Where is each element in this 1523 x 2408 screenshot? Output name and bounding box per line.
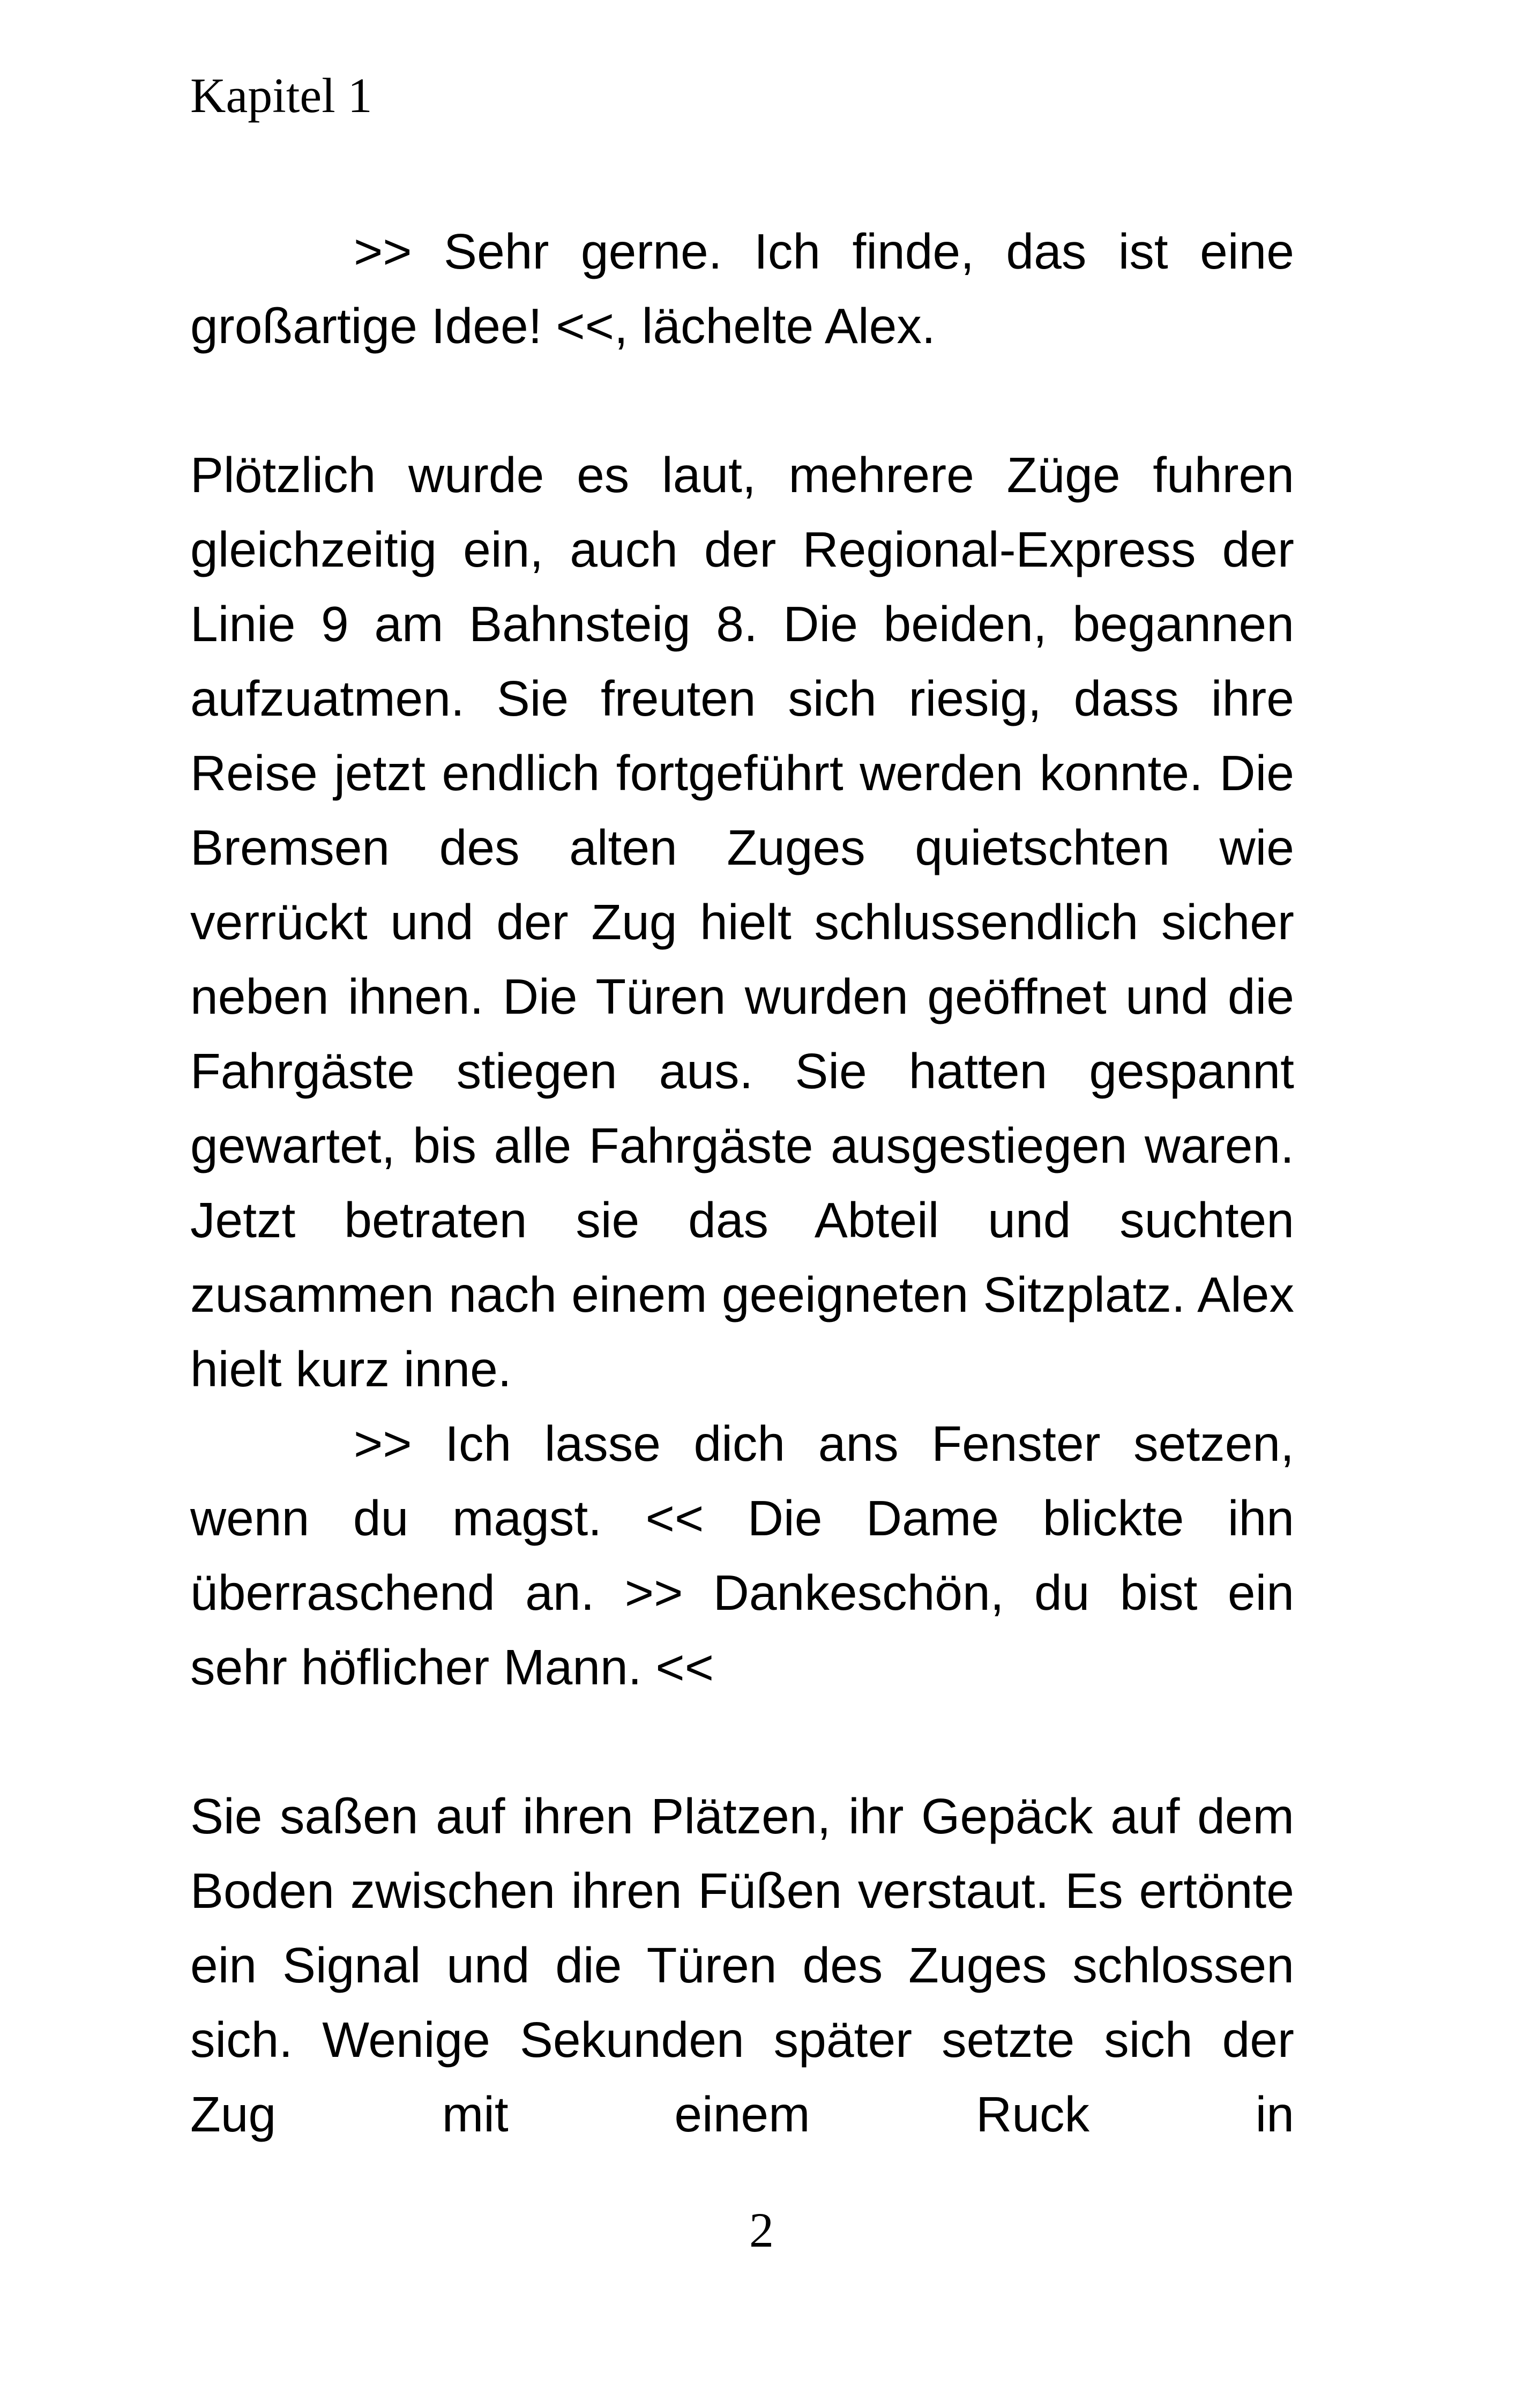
page-number: 2	[749, 2203, 774, 2257]
body-text	[190, 214, 1294, 2152]
paragraph-narration-2: Sie saßen auf ihren Plätzen, ihr Gepäck auf dem Boden zwischen ihren Füßen verstaut. Es ertönte ein Signal und die Türen des Zuges schlossen sich. Wenige Sekunden später setzte sich der Zug mit einem Ruck in	[190, 1788, 1294, 2142]
chapter-running-head: Kapitel 1	[190, 68, 372, 123]
paragraph-dialogue-1: >> Sehr gerne. Ich finde, das ist eine großartige Idee! <<, lächelte Alex.	[190, 224, 1294, 354]
paragraph-narration-1: Plötzlich wurde es laut, mehrere Züge fuhren gleichzeitig ein, auch der Regional-Express der Linie 9 am Bahnsteig 8. Die beiden, begannen aufzuatmen. Sie freuten sich riesig, dass ihre Reise jetzt endlich fortgeführt werden konnte. Die Bremsen des alten Zuges quietschten wie verrückt und der Zug hielt schlussendlich sicher neben ihnen. Die Türen wurden geöffnet und die Fahrgäste stiegen aus. Sie hatten gespannt gewartet, bis alle Fahrgäste ausgestiegen waren. Jetzt betraten sie das Abteil und suchten zusammen nach einem geeigneten Sitzplatz. Alex hielt kurz inne.	[190, 447, 1294, 1397]
paragraph-dialogue-2: >> Ich lasse dich ans Fenster setzen, wenn du magst. << Die Dame blickte ihn überraschend an. >> Dankeschön, du bist ein sehr höflicher Mann. <<	[190, 1416, 1294, 1695]
